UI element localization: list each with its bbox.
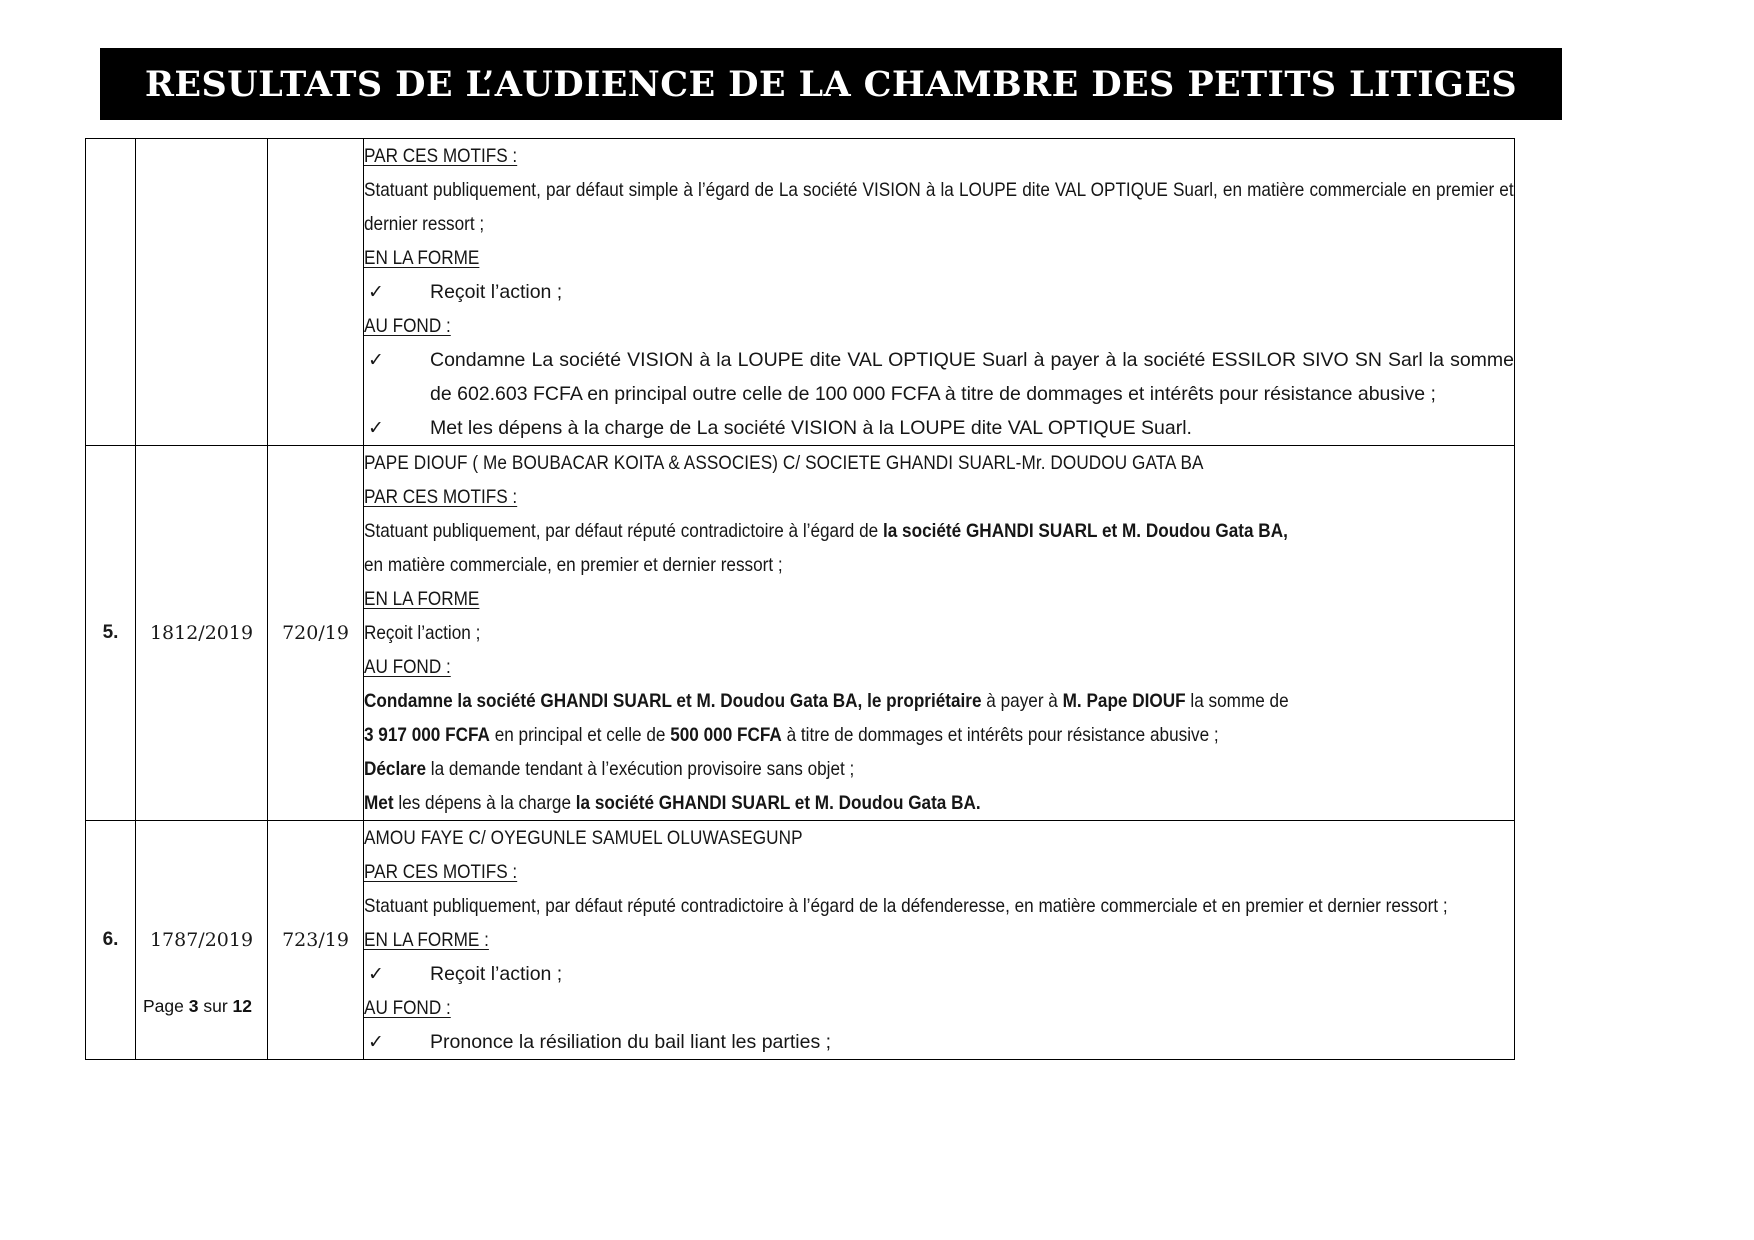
heading-au-fond: AU FOND :: [364, 656, 451, 678]
check-icon: ✓: [368, 349, 384, 371]
footer-total-pages: 12: [232, 996, 252, 1016]
condamne-text: [364, 684, 1514, 718]
amounts-suffix: à titre de dommages et intérêts pour résistance abusive ;: [781, 724, 1219, 746]
heading-en-la-forme: EN LA FORME: [364, 588, 480, 610]
amounts-connector: en principal et celle de: [489, 724, 671, 746]
statuant-text: Statuant publiquement, par défaut réputé contradictoire à l’égard de la défenderesse, en matière commerciale et en premier et dernier ressort ;: [364, 895, 1448, 917]
document-title-banner: [100, 48, 1562, 120]
page-title: RESULTATS DE L’AUDIENCE DE LA CHAMBRE DES PETITS LITIGES: [144, 63, 1518, 105]
results-table: [85, 138, 1515, 1060]
met-body: les dépens à la charge: [393, 792, 576, 814]
check-icon: ✓: [368, 281, 384, 303]
heading-par-ces-motifs: PAR CES MOTIFS :: [364, 145, 518, 167]
heading-au-fond: AU FOND :: [364, 997, 451, 1019]
decision-line: [364, 173, 1514, 241]
decision-number-cell: 723/19: [268, 821, 364, 1060]
decision-line: [364, 889, 1514, 923]
condamne-debtor: Condamne la société GHANDI SUARL et M. Doudou Gata BA, le propriétaire: [364, 690, 982, 712]
statuant-defendant: la société GHANDI SUARL et M. Doudou Gata BA: [882, 520, 1284, 542]
rg-number-cell: 1787/2019: [136, 821, 268, 1060]
decision-line: [364, 923, 1514, 957]
declare-body: la demande tendant à l’exécution provisoire sans objet ;: [426, 758, 855, 780]
decision-bullet: [364, 1025, 1514, 1059]
decision-body-cell: [364, 821, 1515, 1060]
decision-body-cell: [364, 139, 1515, 446]
heading-en-la-forme: EN LA FORME :: [364, 929, 489, 951]
table-row: [86, 446, 1515, 821]
check-icon: ✓: [368, 1031, 384, 1053]
recoit-laction: Reçoit l’action ;: [364, 622, 481, 644]
case-title-line: [364, 821, 1514, 855]
case-parties: AMOU FAYE C/ OYEGUNLE SAMUEL OLUWASEGUNP: [364, 827, 803, 849]
met-verb: Met: [364, 792, 394, 814]
damages-amount: 500 000 FCFA: [670, 724, 782, 746]
decision-body-cell: [364, 446, 1515, 821]
met-depens-text: [364, 786, 1514, 820]
bullet-label: Met les dépens à la charge de La société VISION à la LOUPE dite VAL OPTIQUE Suarl.: [430, 417, 1192, 439]
condamne-suffix: la somme de: [1185, 690, 1289, 712]
decision-line: [364, 718, 1514, 752]
heading-en-la-forme: EN LA FORME: [364, 247, 480, 269]
case-title-line: [364, 446, 1514, 480]
footer-page-number: 3: [188, 996, 199, 1016]
statuant-text: Statuant publiquement, par défaut simple à l’égard de La société VISION à la LOUPE dite VAL OPTIQUE Suarl, en matière commerciale en premier et dernier ressort ;: [364, 179, 1514, 235]
statuant-suffix: ,: [1283, 520, 1288, 542]
bullet-label: Prononce la résiliation du bail liant les parties ;: [430, 1031, 832, 1053]
statuant-text: [364, 514, 1514, 548]
decision-line: [364, 582, 1514, 616]
decision-line: [364, 855, 1514, 889]
decision-line: [364, 309, 1514, 343]
decision-bullet: [364, 275, 1514, 309]
met-charged-party: la société GHANDI SUARL et M. Doudou Gata BA.: [575, 792, 981, 814]
declare-verb: Déclare: [364, 758, 427, 780]
decision-bullet: [364, 343, 1514, 411]
check-icon: ✓: [368, 417, 384, 439]
page-footer: [143, 996, 252, 1017]
statuant-continuation: en matière commerciale, en premier et dernier ressort ;: [364, 554, 783, 576]
bullet-label: Reçoit l’action ;: [430, 963, 563, 985]
table-row: [86, 821, 1515, 1060]
rg-number-cell: 1812/2019: [136, 446, 268, 821]
decision-line: [364, 650, 1514, 684]
row-number-cell: [86, 139, 136, 446]
heading-au-fond: AU FOND :: [364, 315, 451, 337]
rg-number-cell: [136, 139, 268, 446]
decision-bullet: [364, 411, 1514, 445]
decision-line: [364, 991, 1514, 1025]
footer-prefix: Page: [143, 996, 189, 1016]
heading-par-ces-motifs: PAR CES MOTIFS :: [364, 486, 518, 508]
row-number-cell: 6.: [86, 821, 136, 1060]
amounts-text: [364, 718, 1514, 752]
decision-bullet: [364, 957, 1514, 991]
bullet-label: Reçoit l’action ;: [430, 281, 563, 303]
decision-line: [364, 480, 1514, 514]
check-icon: ✓: [368, 963, 384, 985]
decision-line: [364, 684, 1514, 718]
declare-text: [364, 752, 1514, 786]
decision-number-cell: 720/19: [268, 446, 364, 821]
principal-amount: 3 917 000 FCFA: [364, 724, 490, 746]
decision-number-cell: [268, 139, 364, 446]
decision-line: [364, 752, 1514, 786]
decision-line: [364, 241, 1514, 275]
footer-middle: sur: [198, 996, 233, 1016]
condamne-connector: à payer à: [981, 690, 1063, 712]
decision-line: [364, 548, 1514, 582]
case-parties: PAPE DIOUF ( Me BOUBACAR KOITA & ASSOCIES) C/ SOCIETE GHANDI SUARL-Mr. DOUDOU GATA BA: [364, 452, 1204, 474]
condamne-creditor: M. Pape DIOUF: [1062, 690, 1186, 712]
statuant-prefix: Statuant publiquement, par défaut réputé contradictoire à l’égard de: [364, 520, 883, 542]
row-number-cell: 5.: [86, 446, 136, 821]
heading-par-ces-motifs: PAR CES MOTIFS :: [364, 861, 518, 883]
decision-line: [364, 616, 1514, 650]
decision-line: [364, 514, 1514, 548]
decision-line: [364, 139, 1514, 173]
bullet-label: Condamne La société VISION à la LOUPE dite VAL OPTIQUE Suarl à payer à la société ESSILOR SIVO SN Sarl la somme de 602.603 FCFA en principal outre celle de 100 000 FCFA à titre de dommages et intérêts pour résistance abusive ;: [430, 349, 1514, 405]
table-row: [86, 139, 1515, 446]
decision-line: [364, 786, 1514, 820]
